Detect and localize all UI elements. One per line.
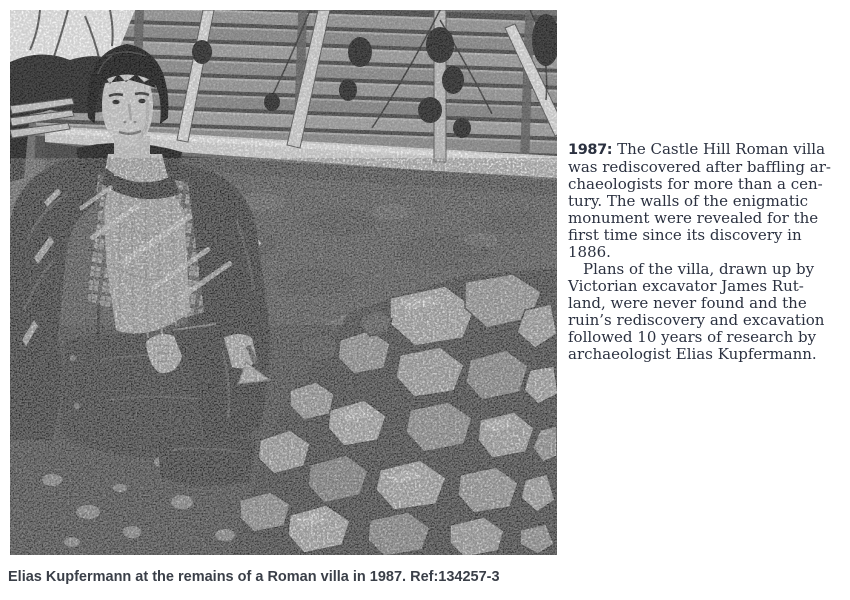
article-line: land, were never found and the	[568, 294, 807, 312]
article-line: Plans of the villa, drawn up by	[583, 260, 815, 278]
article-line: Victorian excavator James Rut-	[568, 277, 804, 295]
photo-caption: Elias Kupfermann at the remains of a Roman villa in 1987. Ref:134257-3	[8, 569, 500, 585]
article-text-block	[568, 141, 848, 363]
article-line: 1886.	[568, 243, 611, 261]
article-line: archaeologist Elias Kupfermann.	[568, 345, 817, 363]
article-line: tury. The walls of the enigmatic	[568, 192, 809, 210]
article-line: followed 10 years of research by	[568, 328, 817, 346]
article-line: was rediscovered after baffling ar-	[568, 158, 831, 176]
article-line: first time since its discovery in	[568, 226, 802, 244]
photo	[10, 10, 557, 555]
article-line: ruin’s rediscovery and excavation	[568, 311, 825, 329]
article-line: monument were revealed for the	[568, 209, 819, 227]
photo-illustration	[10, 10, 557, 555]
article-line	[568, 141, 848, 159]
article-line: chaeologists for more than a cen-	[568, 175, 823, 193]
year-label: 1987:	[568, 142, 613, 158]
article-line-text: The Castle Hill Roman villa	[617, 140, 826, 158]
